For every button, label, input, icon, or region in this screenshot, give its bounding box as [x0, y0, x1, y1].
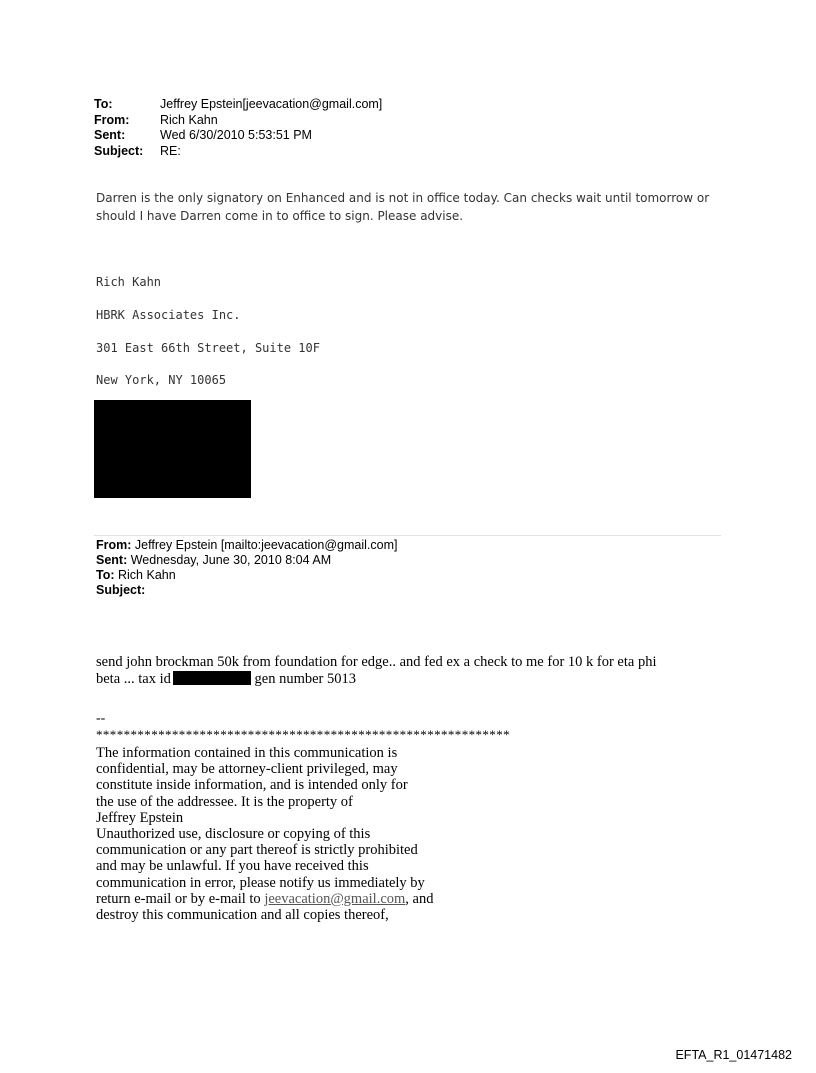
disclaimer-email-line	[96, 891, 496, 907]
fwd-sent-value: Wednesday, June 30, 2010 8:04 AM	[130, 553, 332, 567]
header-from-row	[94, 113, 382, 129]
disclaimer-line: confidential, may be attorney-client privileged, may	[96, 761, 398, 778]
sent-value: Wed 6/30/2010 5:53:51 PM	[160, 128, 312, 142]
disclaimer-line: the use of the addressee. It is the property of	[96, 793, 353, 810]
subject-label: Subject:	[94, 143, 144, 158]
fwd-from-value: Jeffrey Epstein [mailto:jeevacation@gmail.com]	[134, 538, 398, 552]
disclaimer-line: Unauthorized use, disclosure or copying of this	[96, 826, 371, 843]
redaction-inline	[173, 671, 251, 685]
fwd-to-label: To:	[96, 568, 115, 582]
signature-city: New York, NY 10065	[96, 373, 227, 387]
from-value: Rich Kahn	[160, 112, 218, 127]
email-link[interactable]: jeevacation@gmail.com	[264, 890, 406, 907]
subject-value: RE:	[160, 143, 181, 158]
document-id: EFTA_R1_01471482	[675, 1048, 792, 1062]
message-line-2-start: beta ... tax id	[96, 671, 171, 687]
fwd-to-value: Rich Kahn	[118, 568, 176, 582]
disclaimer-email-prefix: return e-mail or by e-mail to	[96, 890, 265, 907]
disclaimer	[96, 745, 496, 923]
to-label: To:	[94, 97, 113, 111]
email-header	[94, 97, 382, 159]
fwd-sent-row	[96, 553, 397, 568]
fwd-sent-label: Sent:	[96, 553, 128, 567]
quote-divider	[94, 535, 721, 536]
signature-name: Rich Kahn	[96, 275, 162, 289]
header-sent-row	[94, 128, 382, 144]
message-line-2	[96, 671, 736, 688]
signature-company: HBRK Associates Inc.	[96, 308, 241, 322]
fwd-subject-label: Subject:	[96, 583, 146, 597]
fwd-subject-row	[96, 583, 397, 598]
from-label: From:	[94, 112, 130, 127]
disclaimer-line: and may be unlawful. If you have received this	[96, 858, 369, 875]
sent-label: Sent:	[94, 128, 126, 142]
to-value: Jeffrey Epstein[jeevacation@gmail.com]	[160, 97, 383, 111]
disclaimer-line: communication or any part thereof is strictly prohibited	[96, 842, 418, 859]
header-subject-row	[94, 144, 382, 160]
disclaimer-line: destroy this communication and all copies thereof,	[96, 907, 389, 924]
reply-body: Darren is the only signatory on Enhanced and is not in office today. Can checks wait until tomorrow or should I have Darren come in to office to sign. Please advise.	[96, 191, 710, 223]
original-message	[96, 654, 736, 688]
disclaimer-line: Jeffrey Epstein	[96, 809, 184, 826]
signature-address: 301 East 66th Street, Suite 10F	[96, 341, 320, 355]
forwarded-header	[96, 538, 397, 598]
message-line-2-end: gen number 5013	[254, 671, 357, 687]
disclaimer-line: The information contained in this communication is	[96, 745, 398, 761]
disclaimer-email-suffix: , and	[405, 890, 434, 907]
fwd-to-row	[96, 568, 397, 583]
redaction-block	[94, 400, 251, 498]
fwd-from-label: From:	[96, 538, 132, 552]
signature-dashes: --	[96, 711, 106, 726]
fwd-from-row	[96, 538, 397, 553]
disclaimer-line: constitute inside information, and is intended only for	[96, 777, 408, 794]
header-to-row	[94, 97, 382, 113]
disclaimer-line: communication in error, please notify us immediately by	[96, 874, 425, 891]
message-line-1: send john brockman 50k from foundation for edge.. and fed ex a check to me for 10 k for eta phi	[96, 654, 657, 670]
star-separator: ************************************************************	[96, 727, 510, 742]
